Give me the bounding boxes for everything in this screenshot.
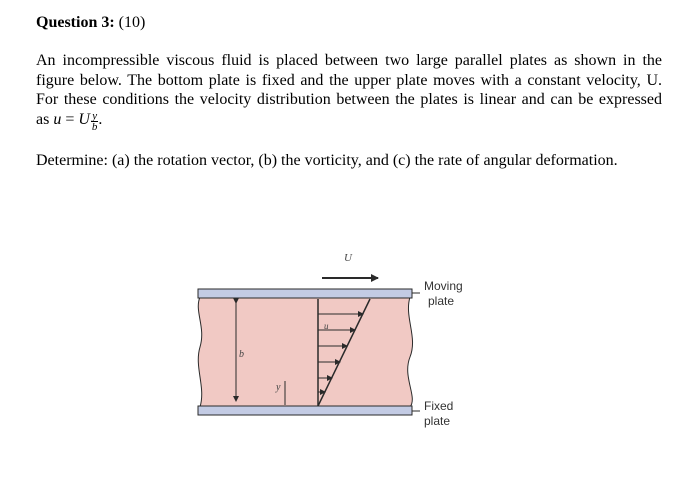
velocity-label-U: U <box>344 252 352 264</box>
fluid-region <box>198 297 412 407</box>
moving-plate-label <box>424 279 463 309</box>
parallel-plates-figure <box>190 245 490 445</box>
statement-prefix: as <box>36 110 50 128</box>
moving-plate <box>198 289 412 298</box>
fixed-plate-label-line-1: Fixed <box>424 399 454 413</box>
fixed-plate-label-line-2: plate <box>424 414 451 428</box>
formula-equals: = <box>65 110 75 128</box>
formula-period: . <box>98 110 103 128</box>
determine-statement: Determine: (a) the rotation vector, (b) the vorticity, and (c) the rate of angular deformation. <box>36 152 618 169</box>
formula-U: U <box>78 110 90 128</box>
formula-denominator: b <box>91 120 98 133</box>
question-heading <box>36 13 145 33</box>
profile-label-u: u <box>324 321 329 331</box>
problem-statement <box>36 51 662 132</box>
statement-line-3: For these conditions the velocity distribution between the plates is linear and can be expressed <box>36 91 662 108</box>
statement-line-1: An incompressible viscous fluid is placed between two large parallel plates as shown in the <box>36 52 662 69</box>
velocity-formula <box>53 109 103 133</box>
question-points: (10) <box>118 14 146 31</box>
moving-plate-label-line-2: plate <box>428 294 455 308</box>
formula-lhs: u <box>53 110 62 128</box>
gap-label-b: b <box>239 349 244 360</box>
question-label: Question 3: <box>36 14 115 31</box>
statement-line-2: figure below. The bottom plate is fixed and the upper plate moves with a constant velocity, U. <box>36 71 662 89</box>
statement-line-4 <box>36 110 662 132</box>
moving-plate-label-line-1: Moving <box>424 279 463 293</box>
formula-numerator: y <box>92 109 98 122</box>
y-label: y <box>276 382 281 393</box>
fixed-plate-label <box>424 399 453 429</box>
fixed-plate <box>198 406 412 415</box>
